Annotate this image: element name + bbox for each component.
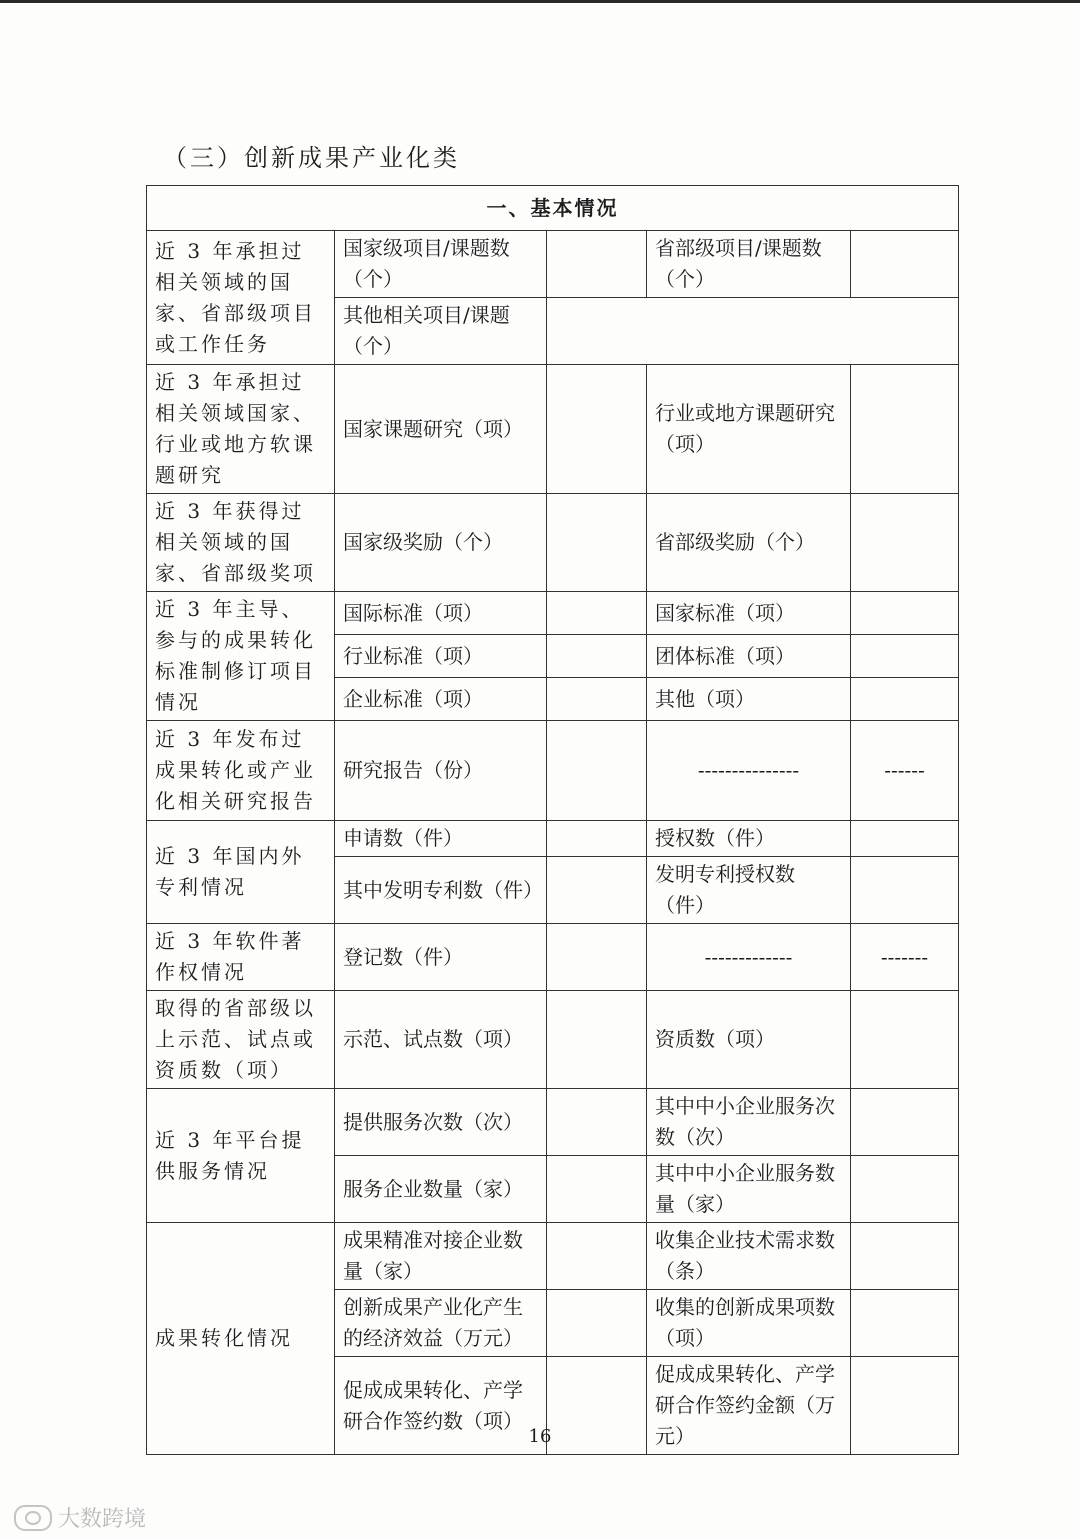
value-economic-benefit[interactable] (547, 1290, 647, 1357)
field-contract-amount: 促成成果转化、产学研合作签约金额（万元） (647, 1357, 851, 1455)
table-row (147, 365, 959, 494)
value-other-standards[interactable] (851, 678, 959, 721)
row-label-soft-topics: 近 3 年承担过相关领域国家、行业或地方软课题研究 (147, 365, 335, 494)
field-industry-standards: 行业标准（项） (335, 635, 547, 678)
value-group-standards[interactable] (851, 635, 959, 678)
table-row (147, 231, 959, 298)
field-tech-demands: 收集企业技术需求数（条） (647, 1223, 851, 1290)
table-title-row (147, 186, 959, 231)
page-heading: （三）创新成果产业化类 (163, 144, 460, 172)
field-economic-benefit: 创新成果产业化产生的经济效益（万元） (335, 1290, 547, 1357)
field-service-count: 提供服务次数（次） (335, 1089, 547, 1156)
value-invention-patents-granted[interactable] (851, 857, 959, 924)
value-industry-standards[interactable] (547, 635, 647, 678)
field-national-standards: 国家标准（项） (647, 592, 851, 635)
value-national-awards[interactable] (547, 494, 647, 592)
field-industry-topic-research: 行业或地方课题研究（项） (647, 365, 851, 494)
table-row (147, 721, 959, 821)
value-enterprise-standards[interactable] (547, 678, 647, 721)
value-achievements-collected[interactable] (851, 1290, 959, 1357)
value-enterprises-served[interactable] (547, 1156, 647, 1223)
table-row (147, 991, 959, 1089)
field-invention-patents: 其中发明专利数（件） (335, 857, 547, 924)
table-row (147, 1223, 959, 1290)
basic-info-table (146, 185, 959, 1455)
table-row (147, 494, 959, 592)
field-international-standards: 国际标准（项） (335, 592, 547, 635)
field-other-projects: 其他相关项目/课题（个） (335, 298, 547, 365)
field-research-reports: 研究报告（份） (335, 721, 547, 821)
field-national-topic-research: 国家课题研究（项） (335, 365, 547, 494)
watermark-logo-icon (14, 1505, 52, 1531)
table-row (147, 1089, 959, 1156)
row-label-awards: 近 3 年获得过相关领域的国家、省部级奖项 (147, 494, 335, 592)
row-label-standards: 近 3 年主导、参与的成果转化标准制修订项目情况 (147, 592, 335, 721)
field-provincial-projects: 省部级项目/课题数（个） (647, 231, 851, 298)
value-other-projects[interactable] (547, 298, 959, 365)
field-provincial-awards: 省部级奖励（个） (647, 494, 851, 592)
value-national-topic-research[interactable] (547, 365, 647, 494)
field-qualifications: 资质数（项） (647, 991, 851, 1089)
value-qualifications[interactable] (851, 991, 959, 1089)
value-service-count[interactable] (547, 1089, 647, 1156)
field-group-standards: 团体标准（项） (647, 635, 851, 678)
value-national-projects[interactable] (547, 231, 647, 298)
value-sme-service-count[interactable] (851, 1089, 959, 1156)
row-label-patents: 近 3 年国内外专利情况 (147, 821, 335, 924)
value-patents-granted[interactable] (851, 821, 959, 857)
section-title: 一、基本情况 (147, 186, 959, 231)
table-row (147, 592, 959, 635)
value-invention-patents[interactable] (547, 857, 647, 924)
row-label-achievement-transfer: 成果转化情况 (147, 1223, 335, 1455)
watermark-text: 大数跨境 (58, 1507, 147, 1532)
value-patent-applications[interactable] (547, 821, 647, 857)
field-registrations: 登记数（件） (335, 924, 547, 991)
field-national-awards: 国家级奖励（个） (335, 494, 547, 592)
value-sme-enterprises-served[interactable] (851, 1156, 959, 1223)
value-international-standards[interactable] (547, 592, 647, 635)
row-label-platform-services: 近 3 年平台提供服务情况 (147, 1089, 335, 1223)
field-demonstration-pilots: 示范、试点数（项） (335, 991, 547, 1089)
page-number: 16 (528, 1426, 552, 1447)
dash-placeholder: ------------- (647, 924, 851, 991)
table-row (147, 821, 959, 857)
field-contracts-signed: 促成成果转化、产学研合作签约数（项） (335, 1357, 547, 1455)
field-invention-patents-granted: 发明专利授权数（件） (647, 857, 851, 924)
dash-placeholder: ------ (851, 721, 959, 821)
field-patent-applications: 申请数（件） (335, 821, 547, 857)
field-patents-granted: 授权数（件） (647, 821, 851, 857)
field-other-standards: 其他（项） (647, 678, 851, 721)
table-row (147, 924, 959, 991)
value-research-reports[interactable] (547, 721, 647, 821)
dash-placeholder: --------------- (647, 721, 851, 821)
value-registrations[interactable] (547, 924, 647, 991)
value-national-standards[interactable] (851, 592, 959, 635)
top-edge-line (0, 0, 1080, 3)
field-enterprises-served: 服务企业数量（家） (335, 1156, 547, 1223)
value-tech-demands[interactable] (851, 1223, 959, 1290)
dash-placeholder: ------- (851, 924, 959, 991)
watermark (14, 1502, 146, 1533)
field-achievements-collected: 收集的创新成果项数（项） (647, 1290, 851, 1357)
field-sme-enterprises-served: 其中中小企业服务数量（家） (647, 1156, 851, 1223)
value-industry-topic-research[interactable] (851, 365, 959, 494)
row-label-projects: 近 3 年承担过相关领域的国家、省部级项目或工作任务 (147, 231, 335, 365)
field-sme-service-count: 其中中小企业服务次数（次） (647, 1089, 851, 1156)
row-label-demonstrations: 取得的省部级以上示范、试点或资质数（项） (147, 991, 335, 1089)
row-label-software-copyright: 近 3 年软件著作权情况 (147, 924, 335, 991)
field-enterprise-standards: 企业标准（项） (335, 678, 547, 721)
row-label-reports: 近 3 年发布过成果转化或产业化相关研究报告 (147, 721, 335, 821)
value-matched-enterprises[interactable] (547, 1223, 647, 1290)
value-demonstration-pilots[interactable] (547, 991, 647, 1089)
value-provincial-awards[interactable] (851, 494, 959, 592)
value-provincial-projects[interactable] (851, 231, 959, 298)
field-national-projects: 国家级项目/课题数（个） (335, 231, 547, 298)
field-matched-enterprises: 成果精准对接企业数量（家） (335, 1223, 547, 1290)
